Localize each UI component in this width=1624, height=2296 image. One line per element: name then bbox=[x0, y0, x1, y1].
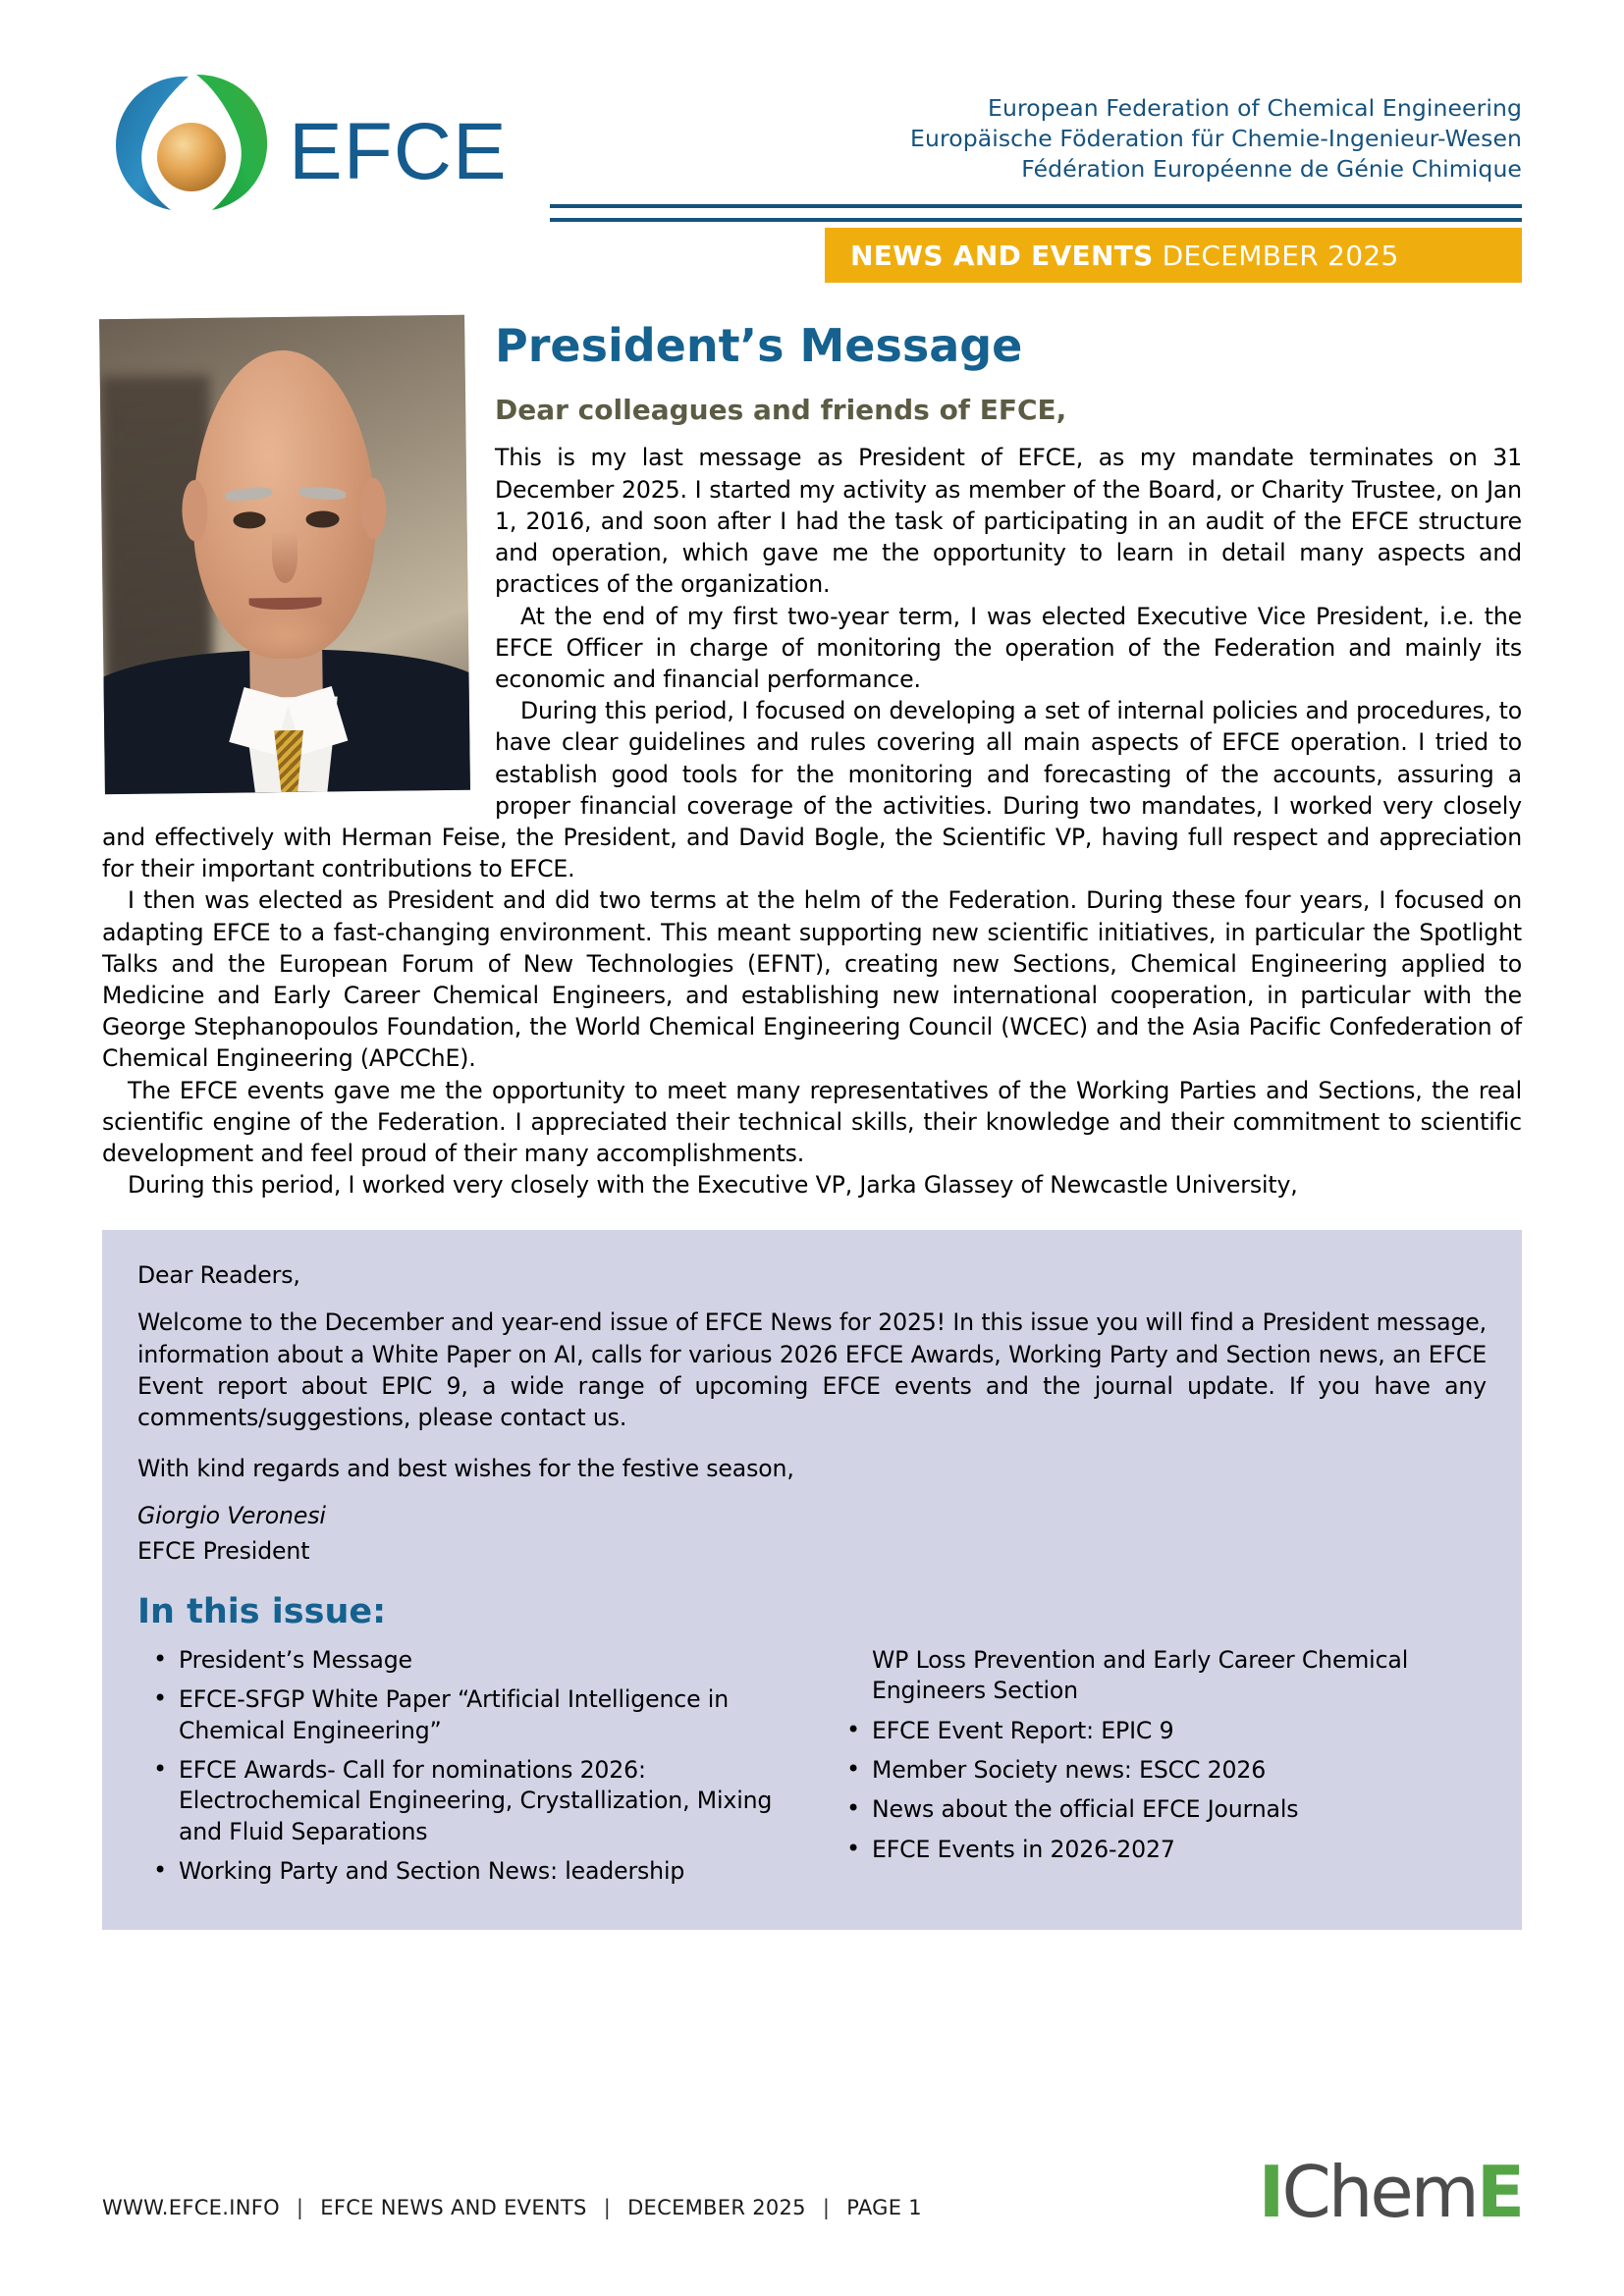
list-item[interactable]: • EFCE-SFGP White Paper “Artificial Intelligence in Chemical Engineering” bbox=[179, 1684, 793, 1746]
footer-page-number: PAGE 1 bbox=[846, 2196, 922, 2219]
article-paragraph-3: During this period, I focused on developing a set of internal policies and procedures, to have clear guidelines and rules covering all main aspects of EFCE operation. I tried to establish good tools for the monitoring and forecasting of the accounts, assuring a proper financial coverage of the activities. During two mandates, I worked very closely and effectively with Herman Feise, the President, and David Bogle, the Scientific VP, having full respect and appreciation for their important contributions to EFCE. bbox=[102, 697, 1522, 883]
readers-intro: Welcome to the December and year-end issue of EFCE News for 2025! In this issue you will find a President message, information about a White Paper on AI, calls for various 2026 EFCE Awards, Working Party and Section news, an EFCE Event report about EPIC 9, a wide range of upcoming EFCE events and the journal update. If you have any comments/suggestions, please contact us. bbox=[137, 1308, 1487, 1431]
list-item[interactable]: • EFCE Awards- Call for nominations 2026: Electrochemical Engineering, Crystallization, Mixing and Fluid Separations bbox=[179, 1755, 793, 1847]
banner-date: DECEMBER 2025 bbox=[1162, 239, 1399, 272]
footer-issue-date: DECEMBER 2025 bbox=[627, 2196, 806, 2219]
icheme-logo bbox=[1258, 2151, 1522, 2233]
icheme-logo-i: I bbox=[1258, 2151, 1282, 2233]
issue-column-right bbox=[831, 1645, 1487, 1896]
article-paragraph-6: During this period, I worked very closely with the Executive VP, Jarka Glassey of Newcastle University, bbox=[128, 1171, 1298, 1200]
readers-closing: With kind regards and best wishes for the festive season, bbox=[137, 1454, 794, 1482]
editors-note-box bbox=[102, 1230, 1522, 1929]
list-item[interactable]: WP Loss Prevention and Early Career Chemical Engineers Section bbox=[872, 1645, 1409, 1705]
presidents-message-article bbox=[102, 304, 1522, 1201]
signature-name: Giorgio Veronesi bbox=[137, 1501, 326, 1529]
news-events-banner bbox=[825, 228, 1522, 283]
page-footer bbox=[0, 2115, 1624, 2233]
article-paragraph-4: I then was elected as President and did two terms at the helm of the Federation. During these four years, I focused on adapting EFCE to a fast-changing environment. This meant supporting new scientific initiatives, in particular the Spotlight Talks and the European Forum of New Technologies (EFNT), creating new Sections, Chemical Engineering applied to Medicine and Early Career Chemical Engineers, and establishing new international cooperation, in particular with the George Stephanopoulos Foundation, the World Chemical Engineering Council (WCEC) and the Asia Pacific Confederation of Chemical Engineering (APCChE). bbox=[102, 886, 1522, 1073]
federation-titles bbox=[910, 93, 1522, 185]
article-paragraph-1: This is my last message as President of EFCE, as my mandate terminates on 31 December 2025. I started my activity as member of the Board, or Charity Trustee, on Jan 1, 2016, and soon after I had the task of participating in an audit of the EFCE structure and operation, which gave me the opportunity to learn in detail many aspects and practices of the organization. bbox=[495, 444, 1522, 599]
list-item[interactable]: • Member Society news: ESCC 2026 bbox=[872, 1755, 1487, 1786]
efce-logo bbox=[102, 61, 583, 208]
footer-publication: EFCE NEWS AND EVENTS bbox=[320, 2196, 587, 2219]
readers-greeting: Dear Readers, bbox=[137, 1261, 300, 1290]
page-title: President’s Message bbox=[495, 319, 1023, 372]
page-header bbox=[0, 0, 1624, 304]
efce-sphere-logo-icon bbox=[102, 61, 281, 218]
list-item[interactable]: • EFCE Events in 2026-2027 bbox=[872, 1835, 1487, 1865]
icheme-logo-e: E bbox=[1476, 2151, 1522, 2233]
header-rule-top bbox=[550, 204, 1522, 208]
president-portrait bbox=[99, 315, 470, 795]
footer-website[interactable]: WWW.EFCE.INFO bbox=[102, 2196, 280, 2219]
list-item[interactable]: • EFCE Event Report: EPIC 9 bbox=[872, 1716, 1487, 1746]
issue-list-left bbox=[137, 1645, 793, 1888]
footer-meta bbox=[102, 2196, 922, 2219]
title-german: Europäische Föderation für Chemie-Ingenieur-Wesen bbox=[910, 125, 1522, 153]
header-rule-bottom bbox=[550, 218, 1522, 222]
list-item[interactable]: • Working Party and Section News: leadership bbox=[179, 1856, 793, 1887]
title-french: Fédération Européenne de Génie Chimique bbox=[1021, 155, 1522, 184]
issue-list-right bbox=[831, 1645, 1487, 1865]
article-paragraph-2: At the end of my first two-year term, I was elected Executive Vice President, i.e. the EFCE Officer in charge of monitoring the operation of the Federation and mainly its economic and financial performance. bbox=[495, 602, 1522, 693]
footer-separator-1: | bbox=[296, 2196, 304, 2219]
footer-separator-3: | bbox=[822, 2196, 831, 2219]
list-item[interactable]: • News about the official EFCE Journals bbox=[872, 1794, 1487, 1825]
signature-role: EFCE President bbox=[137, 1536, 310, 1565]
in-this-issue-heading: In this issue: bbox=[137, 1591, 387, 1631]
title-english: European Federation of Chemical Engineering bbox=[988, 94, 1522, 122]
banner-label: NEWS AND EVENTS bbox=[850, 239, 1154, 272]
efce-wordmark: EFCE bbox=[289, 107, 508, 196]
logo-orange-sphere bbox=[157, 123, 226, 191]
article-salutation: Dear colleagues and friends of EFCE, bbox=[495, 393, 1067, 426]
icheme-logo-chem: Chem bbox=[1281, 2151, 1477, 2233]
in-this-issue-columns bbox=[137, 1645, 1487, 1896]
list-item[interactable]: • President’s Message bbox=[179, 1645, 793, 1676]
footer-separator-2: | bbox=[603, 2196, 612, 2219]
article-paragraph-5: The EFCE events gave me the opportunity to meet many representatives of the Working Parties and Sections, the real scientific engine of the Federation. I appreciated their technical skills, their knowledge and their commitment to scientific development and feel proud of their many accomplishments. bbox=[102, 1076, 1522, 1167]
issue-column-left bbox=[137, 1645, 793, 1896]
